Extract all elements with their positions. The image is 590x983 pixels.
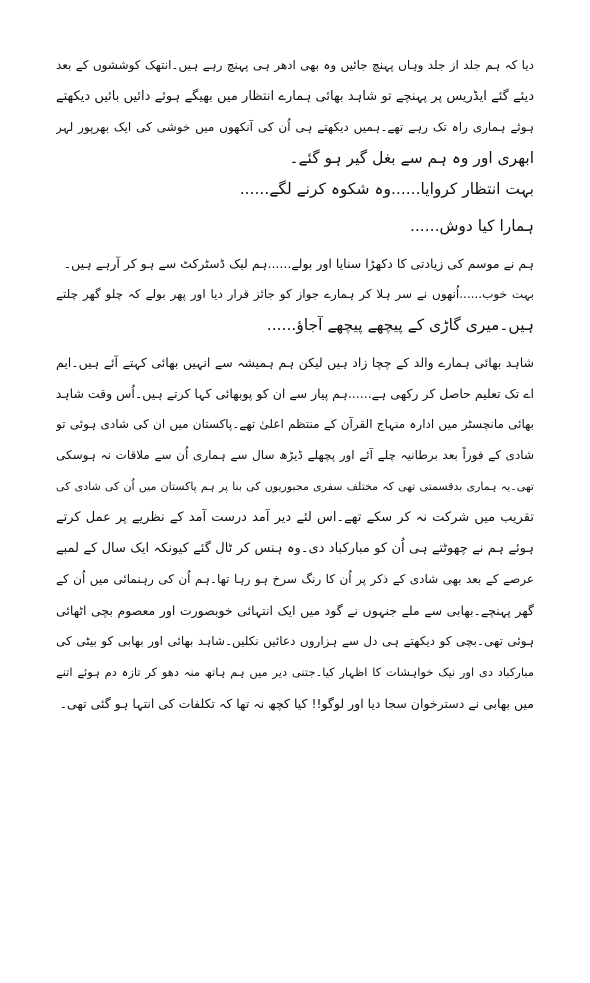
text-line: ابھری اور وہ ہم سے بغل گیر ہو گئے۔ [289, 149, 534, 167]
paragraph-complaint [56, 174, 534, 205]
paragraph-follow-car [56, 279, 534, 341]
text-line: شاہد بھائی ہمارے والد کے چچا زاد ہیں لیکن ہم ہمیشہ سے انہیں بھائی کہتے آئے ہیں۔ایم [56, 355, 534, 370]
text-line: گھر پہنچے۔بھابی سے ملے جنہوں نے گود میں ایک انتہائی خوبصورت اور معصوم بچی اٹھائی [56, 603, 534, 618]
text-line: مبارکباد دی اور نیک خواہشات کا اظہار کیا۔جتنی دیر میں ہم ہاتھ منہ دھو کر تازہ دم ہوئے اتنے [56, 665, 534, 679]
text-line: ہمارا کیا دوش...... [409, 217, 534, 235]
text-line: ہوئے ہماری راہ تک رہے تھے۔ہمیں دیکھتے ہی اُن کی آنکھوں میں خوشی کی ایک بھرپور لہر [56, 120, 534, 134]
text-line: میں بھابی نے دسترخوان سجا دیا اور لوگو!! کیا کچھ نہ تھا کہ تکلفات کی انتہا ہو گئی تھی۔ [59, 696, 534, 711]
text-line: بہت خوب......اُنھوں نے سر ہلا کر ہمارے جواز کو جائز قرار دیا اور پھر بولے کہ چلو گھر چلتے [56, 287, 534, 301]
text-line: بہت انتظار کروایا......وہ شکوہ کرنے لگے...... [239, 180, 534, 198]
text-line: دیئے گئے ایڈریس پر پہنچے تو شاہد بھائی ہمارے انتظار میں بھیگے ہوئے دائیں بائیں دیکھتے [56, 89, 534, 104]
text-line: ہوئی تھی۔بچی کو دیکھتے ہی دل سے ہزاروں دعائیں نکلیں۔شاہد بھائی اور بھابی کو بیٹی کی [56, 634, 534, 648]
text-line: اے تک تعلیم حاصل کر رکھی ہے......ہم پیار سے ان کو پوبھائی کہا کرتے ہیں۔اُس وقت شاہد [56, 386, 534, 401]
paragraph-arrival [56, 50, 534, 174]
paragraph-reply [56, 211, 534, 242]
text-line: دیا کہ ہم جلد از جلد وہاں پہنچ جائیں وہ بھی ادھر ہی پہنچ رہے ہیں۔انتھک کوششوں کے بعد [56, 58, 534, 72]
text-line: شادی کے فوراً بعد برطانیہ چلے آئے اور پچھلے ڈیڑھ سال سے ہماری اُن سے ملاقات نہ ہوسکی [56, 448, 534, 462]
text-line: عرصے کے بعد بھی شادی کے ذکر پر اُن کا رنگ سرخ ہو رہا تھا۔ہم اُن کی رہنمائی میں اُن کے [56, 572, 534, 586]
text-line: ہم نے موسم کی زیادتی کا دکھڑا سنایا اور بولے......ہم لیک ڈسٹرکٹ سے ہو کر آرہے ہیں۔ [63, 256, 534, 271]
paragraph-shahid-bhai [56, 347, 534, 719]
text-line: ہیں۔میری گاڑی کے پیچھے پیچھے آجاؤ...... [266, 316, 534, 334]
paragraph-weather [56, 248, 534, 279]
text-line: تھی۔یہ ہماری بدقسمتی تھی کہ مختلف سفری مجبوریوں کی بنا پر ہم پاکستان میں اُن کی شادی کی [56, 480, 534, 493]
text-line: ہوئے ہم نے چھوٹتے ہی اُن کو مبارکباد دی۔وہ ہنس کر ٹال گئے کیونکہ ایک سال کے لمبے [56, 541, 534, 556]
text-line: بھائی مانچسٹر میں ادارہ منہاج القرآن کے منتظم اعلیٰ تھے۔پاکستان میں ان کی شادی ہوئی تو [56, 417, 534, 431]
text-line: تقریب میں شرکت نہ کر سکے تھے۔اس لئے دیر آمد درست آمد کے نظریے پر عمل کرتے [56, 510, 534, 525]
